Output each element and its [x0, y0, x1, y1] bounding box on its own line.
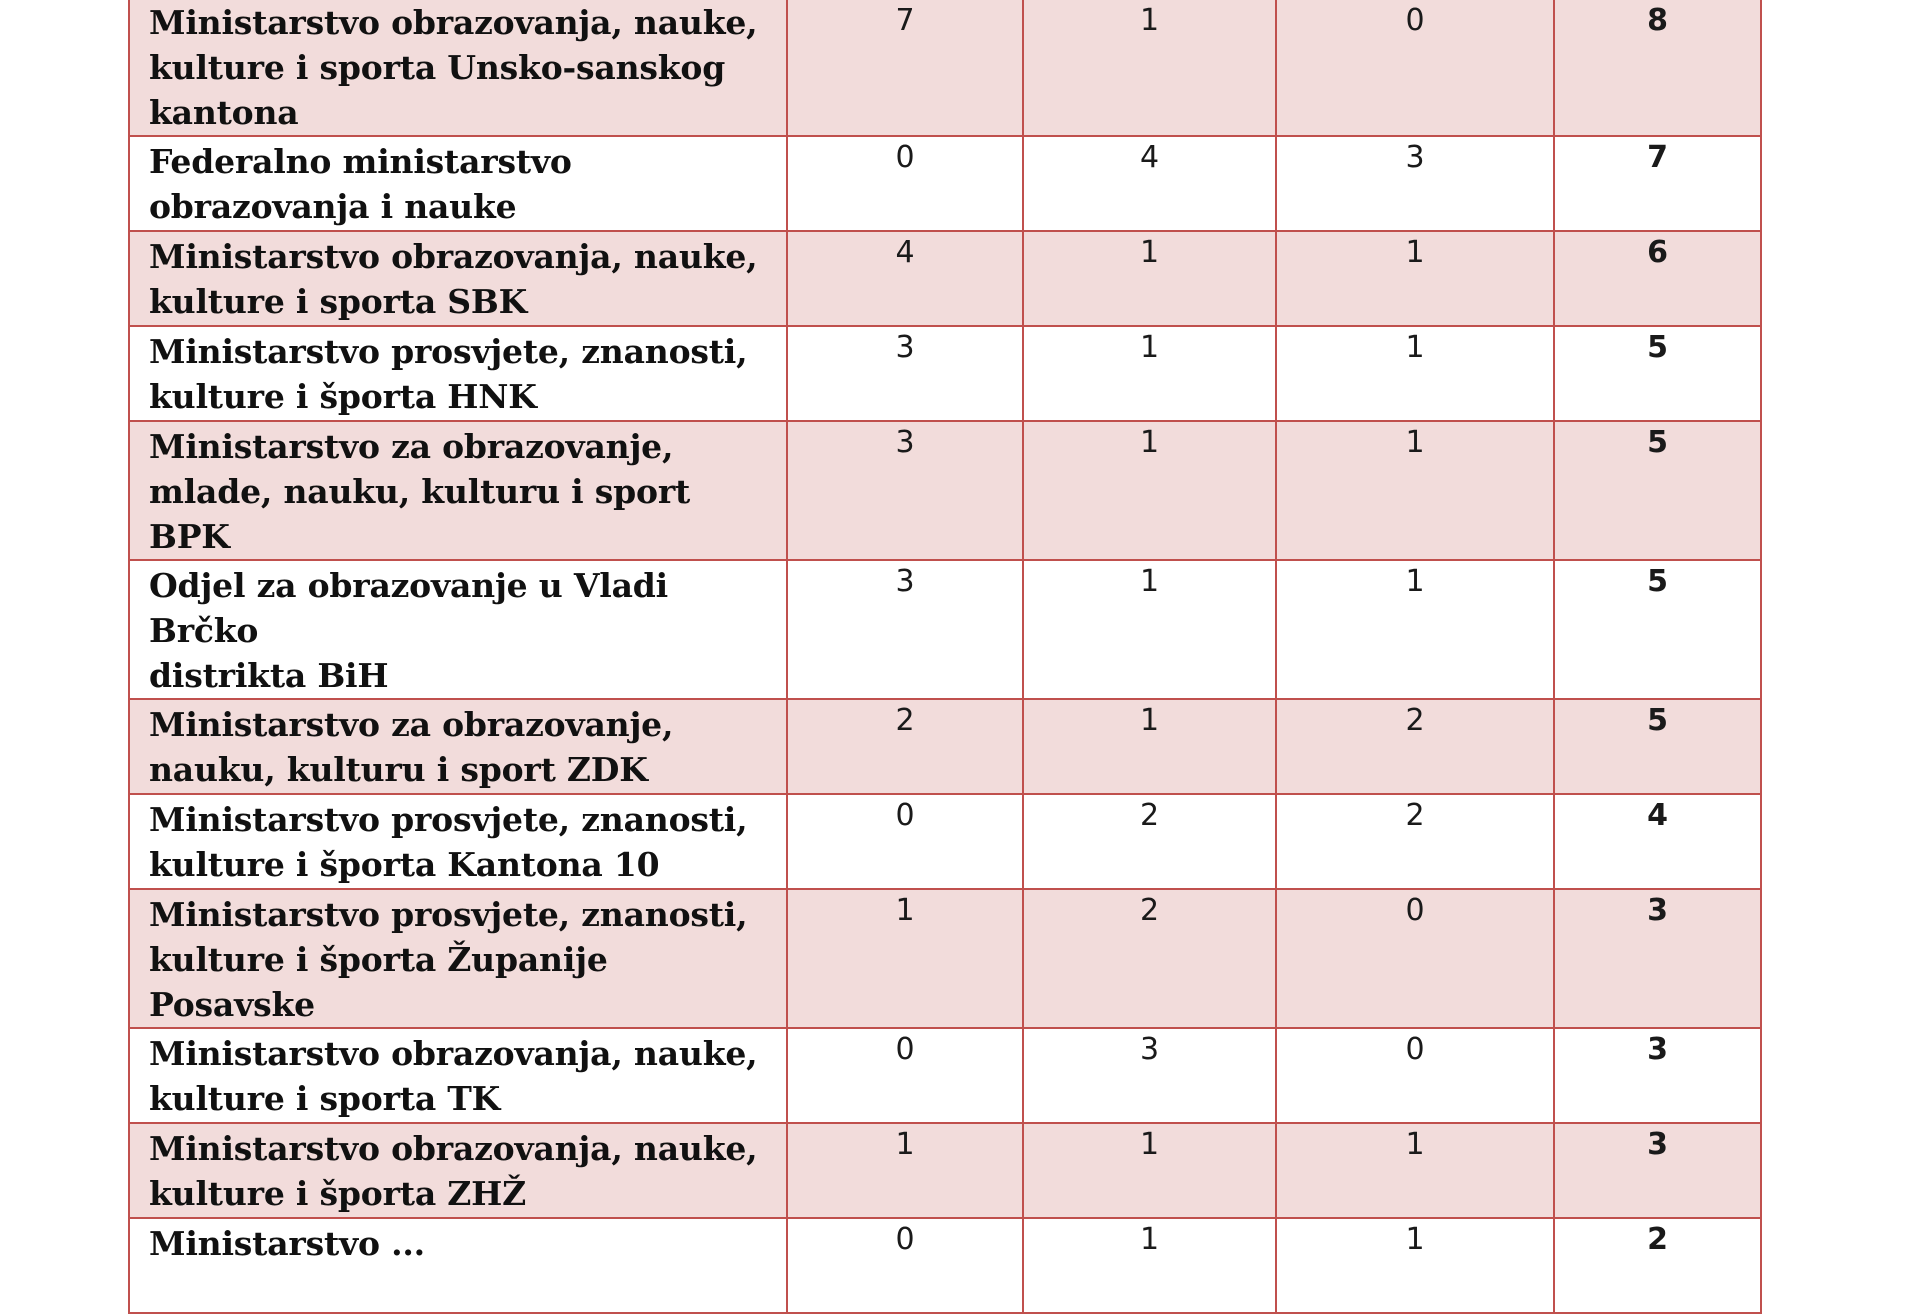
table-row — [129, 1218, 1761, 1313]
value-cell: 1 — [1023, 699, 1276, 794]
total-cell: 3 — [1554, 1028, 1761, 1123]
ministries-table — [128, 0, 1762, 1314]
total-cell: 3 — [1554, 889, 1761, 1028]
value-cell: 1 — [1276, 326, 1554, 421]
total-cell: 4 — [1554, 794, 1761, 889]
value-cell: 1 — [1276, 1123, 1554, 1218]
total-cell: 5 — [1554, 699, 1761, 794]
ministry-name-cell: Ministarstvo prosvjete, znanosti, kulture i športa Županije Posavske — [129, 889, 787, 1028]
total-cell: 2 — [1554, 1218, 1761, 1313]
value-cell: 0 — [787, 794, 1023, 889]
table-row — [129, 794, 1761, 889]
value-cell: 0 — [787, 136, 1023, 231]
value-cell: 3 — [787, 560, 1023, 699]
value-cell: 0 — [1276, 0, 1554, 136]
total-cell: 6 — [1554, 231, 1761, 326]
total-cell: 8 — [1554, 0, 1761, 136]
table-row — [129, 136, 1761, 231]
ministry-name-cell: Odjel za obrazovanje u Vladi Brčko distrikta BiH — [129, 560, 787, 699]
value-cell: 1 — [787, 889, 1023, 1028]
ministry-name-cell: Ministarstvo za obrazovanje, mlade, nauku, kulturu i sport BPK — [129, 421, 787, 560]
ministry-name-cell: Ministarstvo za obrazovanje, nauku, kulturu i sport ZDK — [129, 699, 787, 794]
value-cell: 4 — [1023, 136, 1276, 231]
value-cell: 0 — [1276, 1028, 1554, 1123]
value-cell: 2 — [787, 699, 1023, 794]
value-cell: 1 — [1023, 1218, 1276, 1313]
value-cell: 1 — [1276, 231, 1554, 326]
value-cell: 1 — [1276, 560, 1554, 699]
table-row — [129, 889, 1761, 1028]
table-row — [129, 1028, 1761, 1123]
value-cell: 1 — [1023, 1123, 1276, 1218]
table-row — [129, 560, 1761, 699]
ministry-name-cell: Ministarstvo ... — [129, 1218, 787, 1313]
value-cell: 2 — [1023, 889, 1276, 1028]
value-cell: 7 — [787, 0, 1023, 136]
value-cell: 3 — [1276, 136, 1554, 231]
ministry-name-cell: Ministarstvo obrazovanja, nauke, kulture i sporta SBK — [129, 231, 787, 326]
value-cell: 1 — [787, 1123, 1023, 1218]
table-row — [129, 1123, 1761, 1218]
value-cell: 2 — [1276, 699, 1554, 794]
table-row — [129, 699, 1761, 794]
value-cell: 1 — [1023, 421, 1276, 560]
ministry-name-cell: Ministarstvo obrazovanja, nauke, kulture i sporta Unsko-sanskog kantona — [129, 0, 787, 136]
value-cell: 3 — [787, 326, 1023, 421]
value-cell: 3 — [787, 421, 1023, 560]
total-cell: 5 — [1554, 326, 1761, 421]
value-cell: 2 — [1276, 794, 1554, 889]
total-cell: 5 — [1554, 421, 1761, 560]
value-cell: 0 — [1276, 889, 1554, 1028]
total-cell: 7 — [1554, 136, 1761, 231]
value-cell: 1 — [1276, 421, 1554, 560]
ministry-name-cell: Ministarstvo obrazovanja, nauke, kulture i športa ZHŽ — [129, 1123, 787, 1218]
ministry-name-cell: Ministarstvo prosvjete, znanosti, kulture i športa HNK — [129, 326, 787, 421]
value-cell: 1 — [1023, 560, 1276, 699]
table-row — [129, 231, 1761, 326]
value-cell: 4 — [787, 231, 1023, 326]
value-cell: 2 — [1023, 794, 1276, 889]
table-row — [129, 421, 1761, 560]
value-cell: 3 — [1023, 1028, 1276, 1123]
ministry-name-cell: Federalno ministarstvo obrazovanja i nauke — [129, 136, 787, 231]
table-row — [129, 326, 1761, 421]
value-cell: 1 — [1023, 231, 1276, 326]
value-cell: 0 — [787, 1028, 1023, 1123]
ministry-name-cell: Ministarstvo prosvjete, znanosti, kulture i športa Kantona 10 — [129, 794, 787, 889]
value-cell: 1 — [1276, 1218, 1554, 1313]
table-row — [129, 0, 1761, 136]
value-cell: 1 — [1023, 326, 1276, 421]
total-cell: 3 — [1554, 1123, 1761, 1218]
ministry-name-cell: Ministarstvo obrazovanja, nauke, kulture i sporta TK — [129, 1028, 787, 1123]
total-cell: 5 — [1554, 560, 1761, 699]
value-cell: 0 — [787, 1218, 1023, 1313]
value-cell: 1 — [1023, 0, 1276, 136]
